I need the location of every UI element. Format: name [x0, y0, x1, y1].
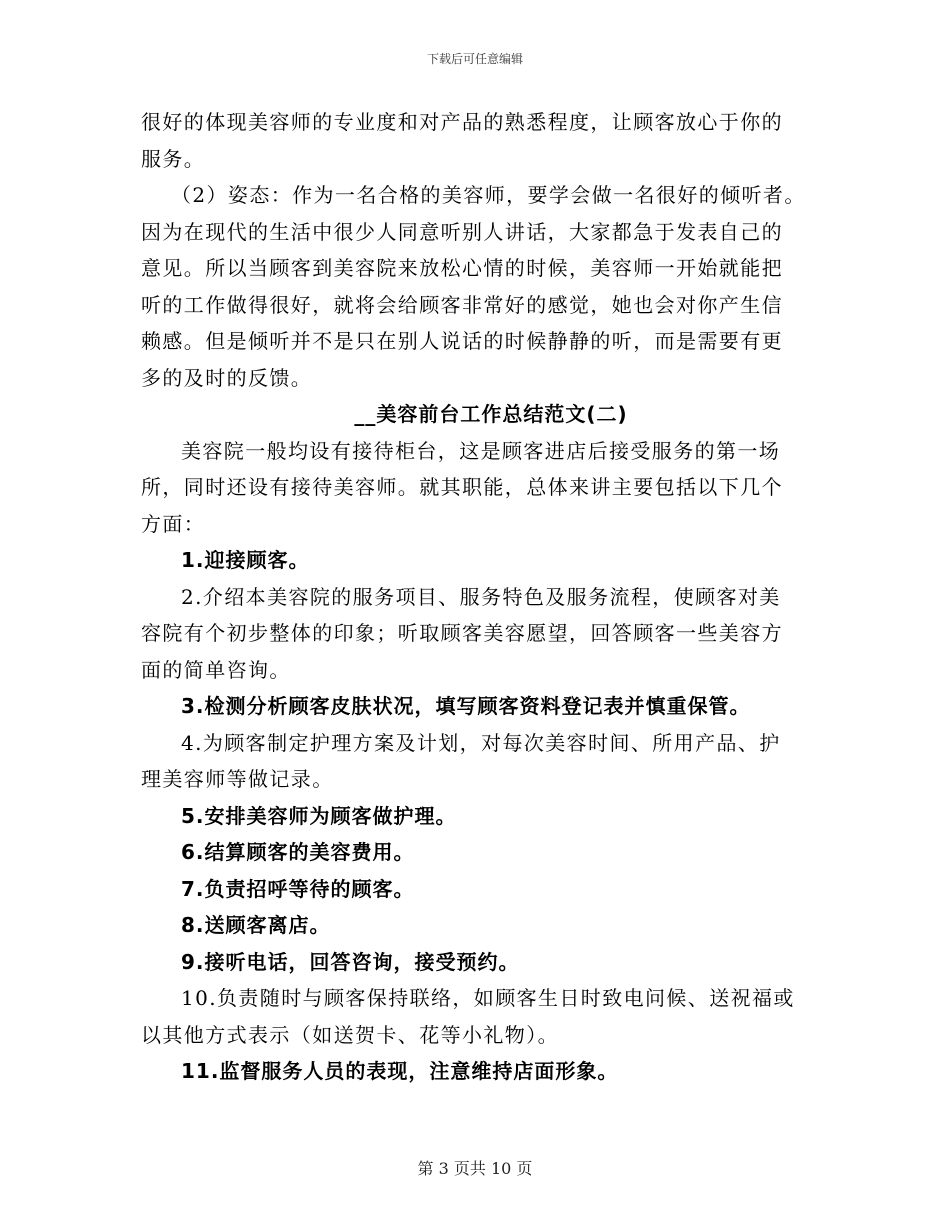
- section-title: __美容前台工作总结范文(二): [354, 402, 628, 426]
- paragraph-line: （2）姿态：作为一名合格的美容师，要学会做一名很好的倾听者。: [171, 183, 806, 207]
- paragraph-line: 多的及时的反馈。: [141, 365, 313, 390]
- list-item: 10.负责随时与顾客保持联络，如顾客生日时致电问候、送祝福或: [181, 986, 795, 1010]
- list-item: 1.迎接顾客。: [181, 548, 310, 572]
- paragraph-line: 很好的体现美容师的专业度和对产品的熟悉程度，让顾客放心于你的: [141, 110, 783, 134]
- list-item: 8.送顾客离店。: [181, 913, 331, 937]
- list-item-continuation: 理美容师等做记录。: [141, 767, 334, 791]
- list-item-continuation: 面的简单咨询。: [141, 657, 291, 682]
- list-item-continuation: 以其他方式表示（如送贺卡、花等小礼物）。: [141, 1022, 559, 1047]
- document-body: [141, 104, 821, 1090]
- list-item: 4.为顾客制定护理方案及计划，对每次美容时间、所用产品、护: [181, 730, 781, 755]
- paragraph-line: 美容院一般均设有接待柜台，这是顾客进店后接受服务的第一场: [181, 438, 781, 463]
- paragraph-line: 听的工作做得很好，就将会给顾客非常好的感觉，她也会对你产生信: [141, 292, 783, 317]
- page-header: 下载后可任意编辑: [426, 52, 523, 66]
- page-footer: 第 3 页共 10 页: [417, 1159, 533, 1178]
- list-item: 2.介绍本美容院的服务项目、服务特色及服务流程，使顾客对美: [181, 584, 781, 609]
- list-item: 9.接听电话，回答咨询，接受预约。: [181, 949, 520, 974]
- paragraph-line: 意见。所以当顾客到美容院来放松心情的时候，美容师一开始就能把: [141, 256, 783, 280]
- paragraph-line: 因为在现代的生活中很少人同意听别人讲话，大家都急于发表自己的: [141, 219, 783, 244]
- paragraph-line: 赖感。但是倾听并不是只在别人说话的时候静静的听，而是需要有更: [141, 329, 783, 353]
- paragraph-line: 所，同时还设有接待美容师。就其职能，总体来讲主要包括以下几个: [141, 475, 783, 499]
- list-item: 6.结算顾客的美容费用。: [181, 840, 415, 864]
- paragraph-line: 方面：: [141, 511, 206, 536]
- list-item: 5.安排美容师为顾客做护理。: [181, 803, 457, 828]
- list-item: 3.检测分析顾客皮肤状况，填写顾客资料登记表并慎重保管。: [181, 694, 751, 718]
- list-item-continuation: 容院有个初步整体的印象；听取顾客美容愿望，回答顾客一些美容方: [141, 621, 783, 645]
- paragraph-line: 服务。: [141, 146, 206, 171]
- list-item: 7.负责招呼等待的顾客。: [181, 876, 415, 901]
- list-item: 11.监督服务人员的表现，注意维持店面形象。: [181, 1059, 619, 1083]
